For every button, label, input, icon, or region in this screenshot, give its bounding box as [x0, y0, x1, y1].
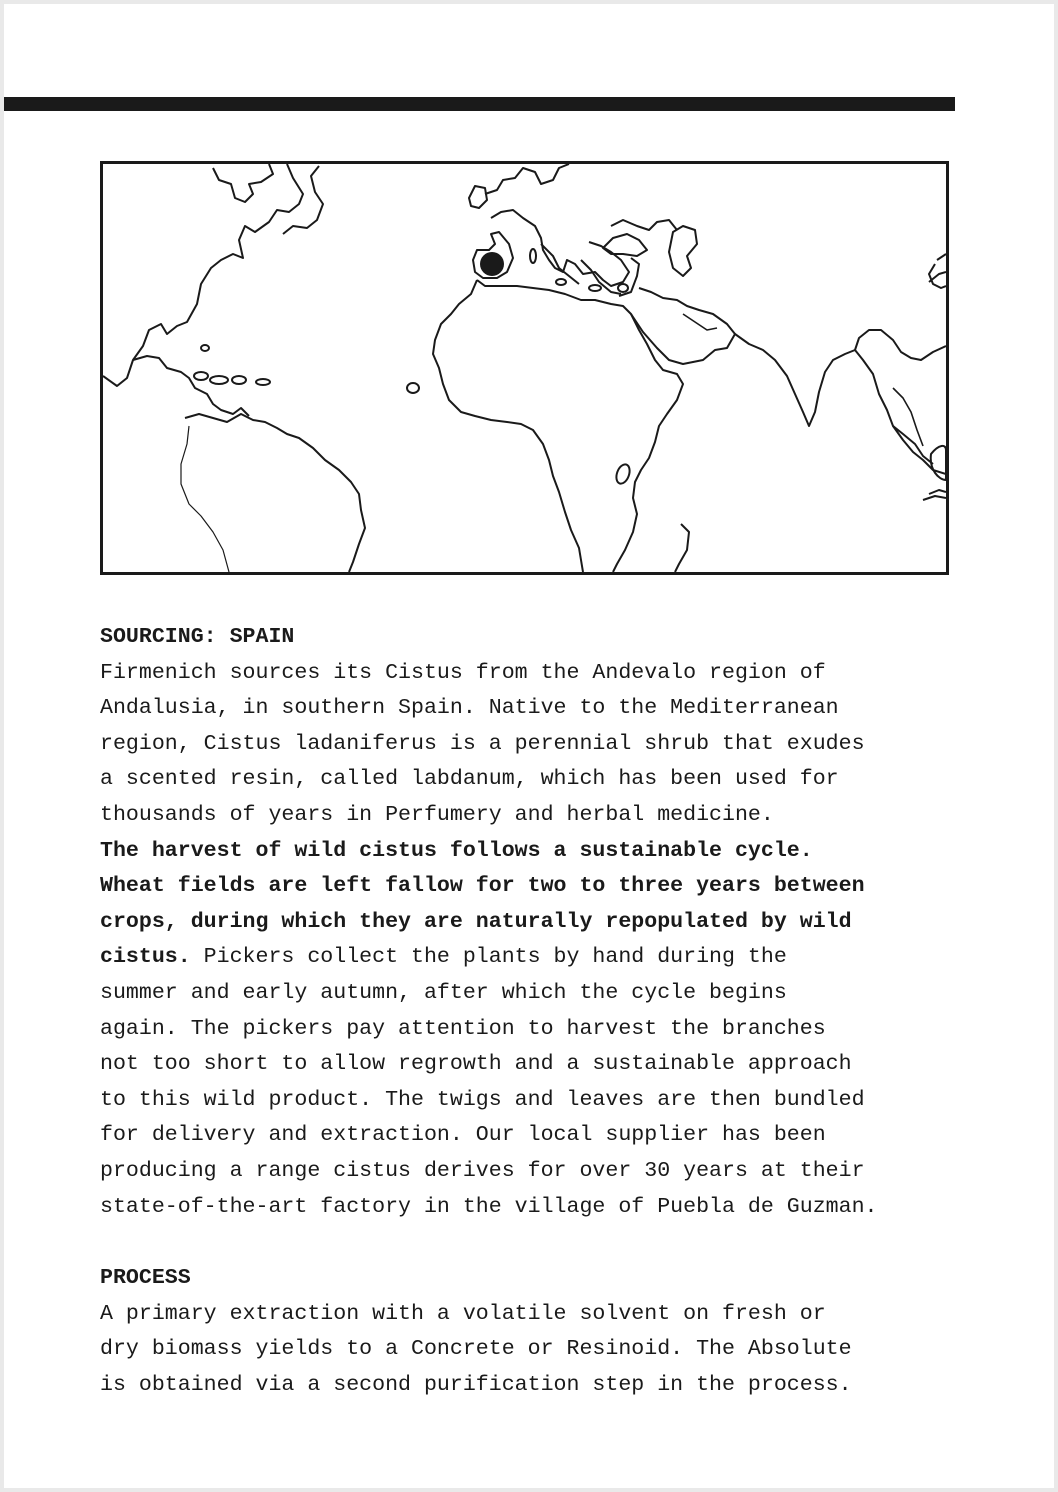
sourcing-line: state-of-the-art factory in the village of Puebla de Guzman. — [100, 1194, 878, 1219]
top-divider-bar — [4, 97, 955, 111]
sourcing-location-marker — [480, 252, 504, 276]
sourcing-line: not too short to allow regrowth and a sustainable approach — [100, 1052, 852, 1077]
sourcing-section — [100, 620, 980, 1225]
process-heading: PROCESS — [100, 1266, 191, 1290]
sourcing-bold-line: The harvest of wild cistus follows a sustainable cycle. — [100, 838, 813, 863]
sourcing-bold-fragment: cistus. — [100, 945, 191, 970]
sourcing-line: again. The pickers pay attention to harvest the branches — [100, 1016, 826, 1041]
sourcing-line: thousands of years in Perfumery and herbal medicine. — [100, 802, 774, 827]
sourcing-bold-line: crops, during which they are naturally repopulated by wild — [100, 909, 852, 934]
sourcing-bold-line: Wheat fields are left fallow for two to three years between — [100, 874, 865, 899]
sourcing-mixed-line — [100, 940, 980, 976]
document-page — [4, 4, 1054, 1488]
sourcing-line: summer and early autumn, after which the cycle begins — [100, 980, 787, 1005]
process-line: dry biomass yields to a Concrete or Resinoid. The Absolute — [100, 1337, 852, 1362]
process-line: A primary extraction with a volatile solvent on fresh or — [100, 1301, 826, 1326]
sourcing-regular-fragment: Pickers collect the plants by hand during the — [190, 945, 787, 970]
sourcing-line: Firmenich sources its Cistus from the Andevalo region of — [100, 660, 826, 685]
sourcing-line: producing a range cistus derives for over 30 years at their — [100, 1158, 865, 1183]
world-map — [100, 161, 949, 575]
sourcing-line: region, Cistus ladaniferus is a perennial shrub that exudes — [100, 731, 865, 756]
process-line: is obtained via a second purification step in the process. — [100, 1372, 852, 1397]
process-section — [100, 1261, 980, 1403]
sourcing-line: to this wild product. The twigs and leaves are then bundled — [100, 1087, 865, 1112]
sourcing-line: a scented resin, called labdanum, which has been used for — [100, 767, 839, 792]
sourcing-line: for delivery and extraction. Our local supplier has been — [100, 1123, 826, 1148]
sourcing-heading: SOURCING: SPAIN — [100, 625, 295, 649]
sourcing-line: Andalusia, in southern Spain. Native to the Mediterranean — [100, 696, 839, 721]
